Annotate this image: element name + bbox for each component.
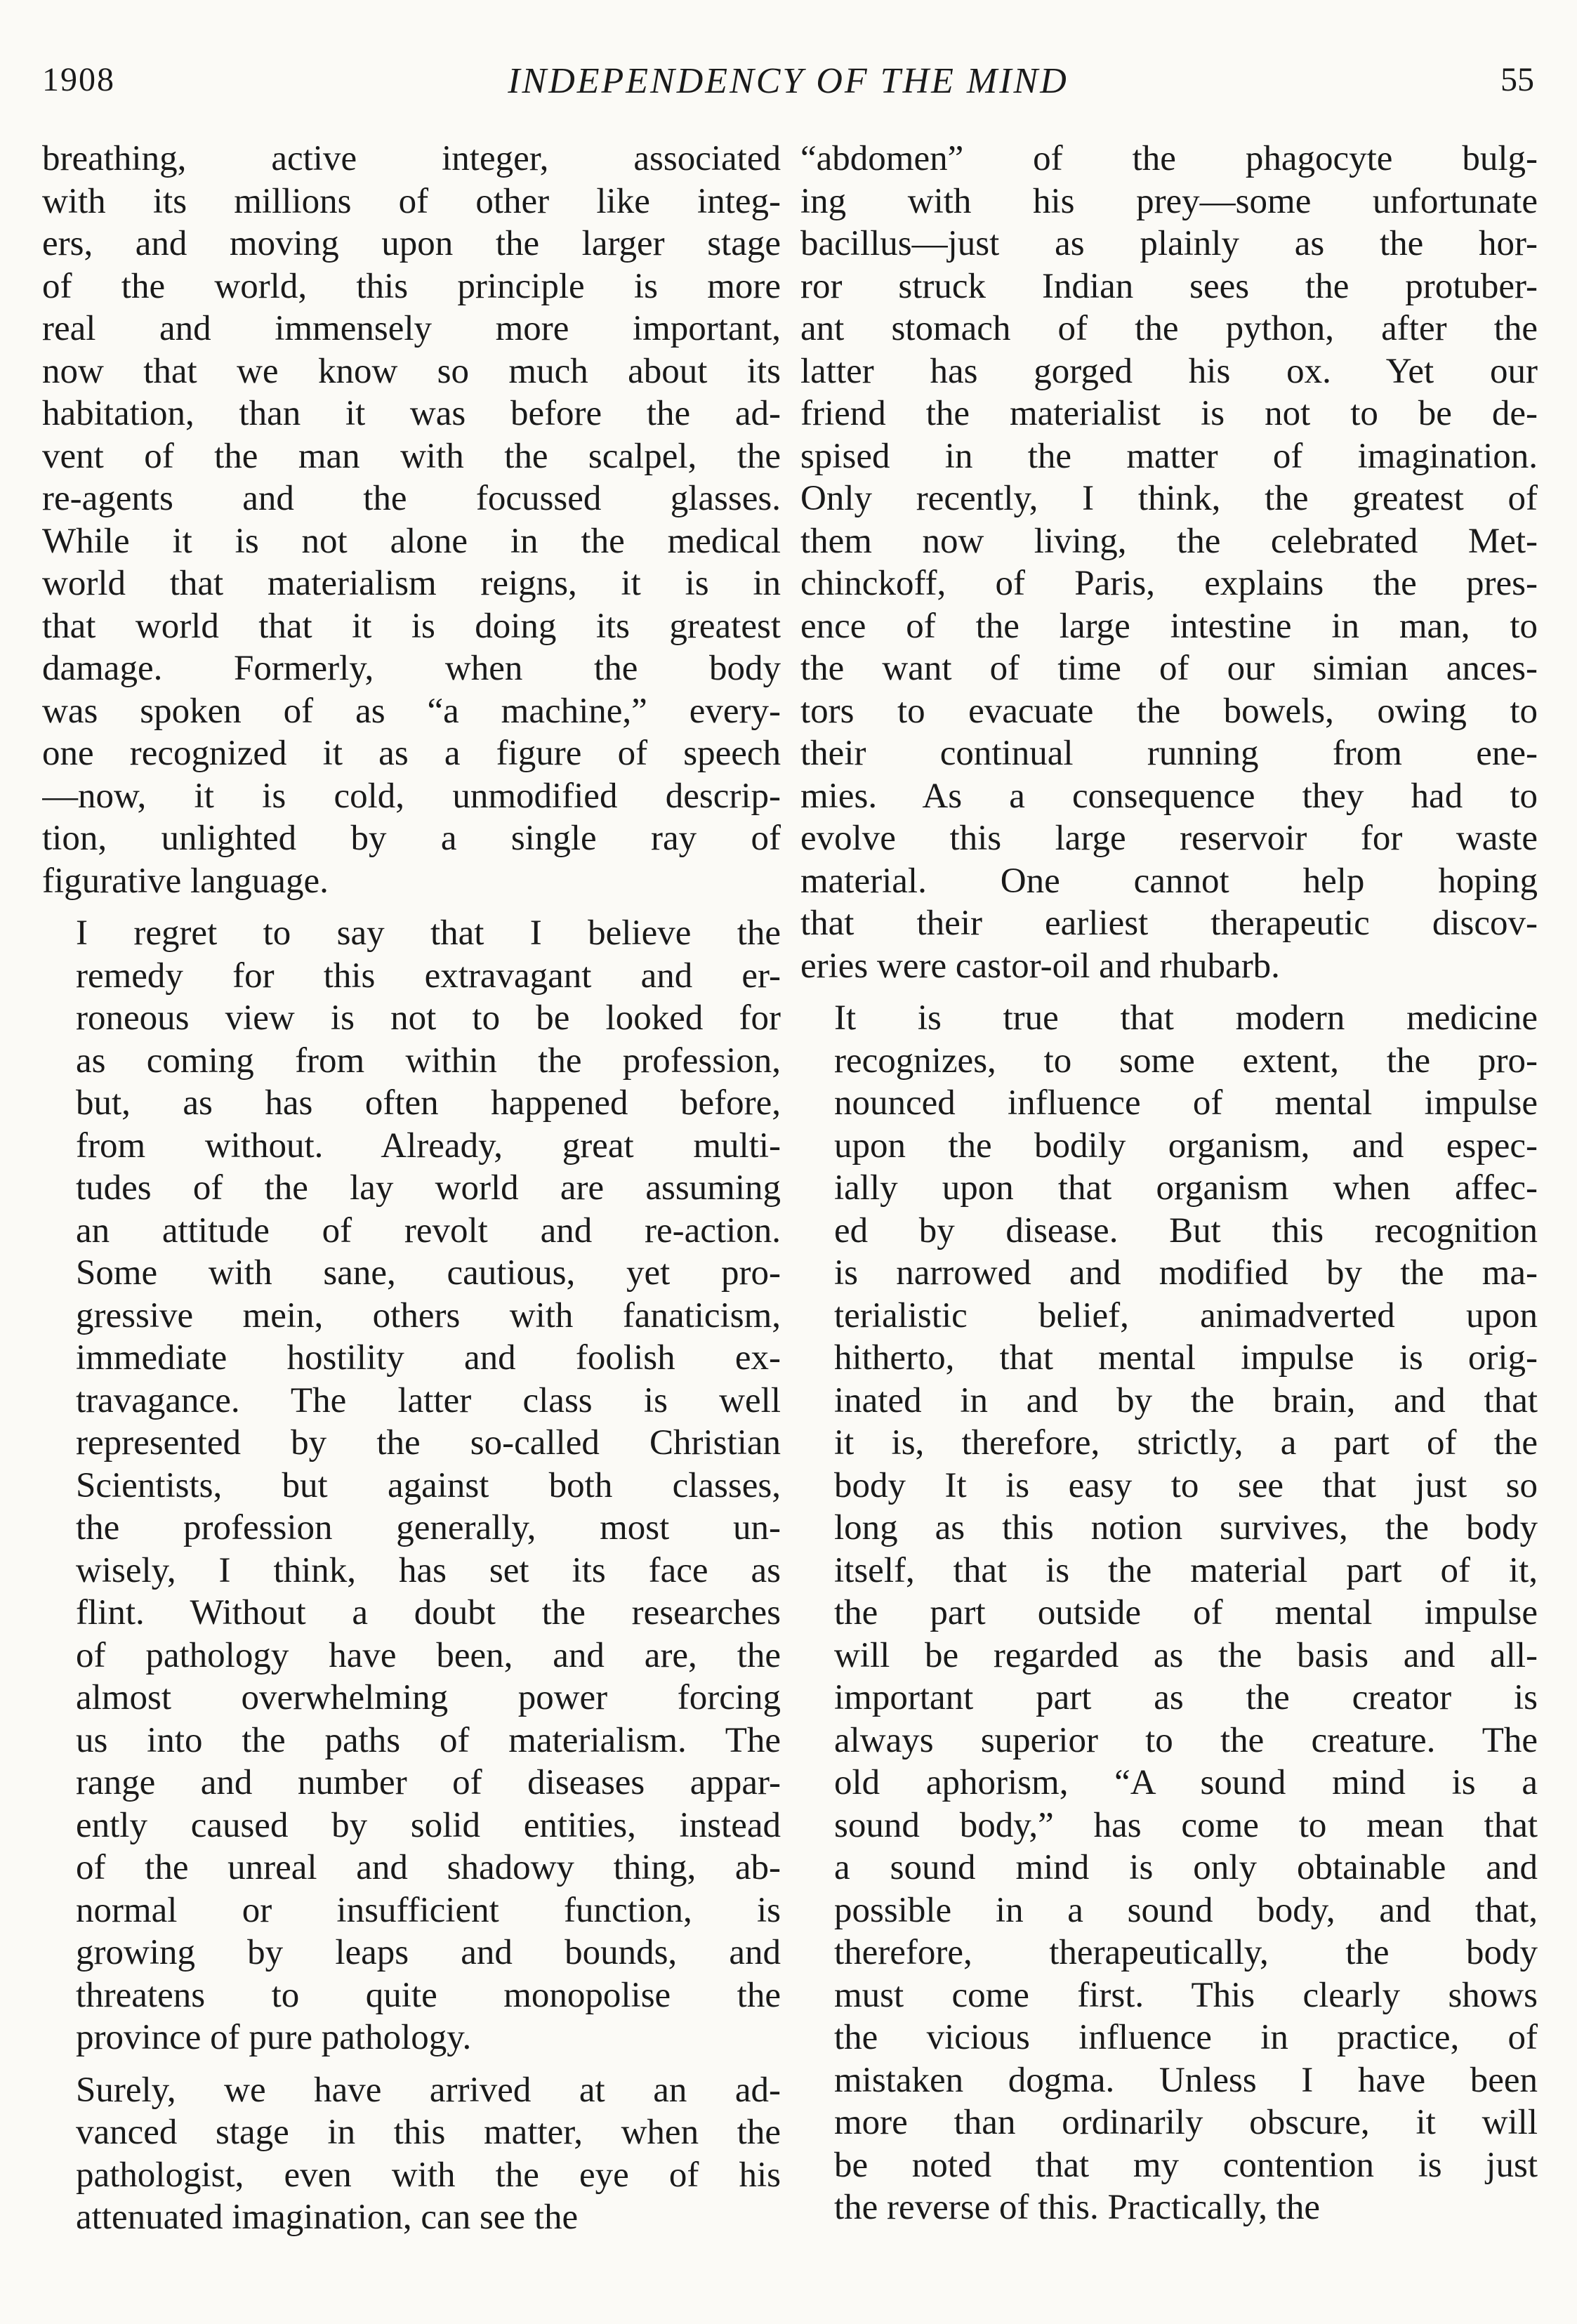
text-line: the profession generally, most un- [76, 1508, 781, 1547]
text-line: threatens to quite monopolise the [76, 1975, 781, 2015]
text-line: but, as has often happened before, [76, 1083, 781, 1123]
text-line: be noted that my contention is just [834, 2145, 1538, 2185]
text-line: a sound mind is only obtainable and [834, 1848, 1538, 1887]
text-line: eries were castor-oil and rhubarb. [800, 946, 1280, 986]
text-line: upon the bodily organism, and espec- [834, 1125, 1538, 1166]
text-line: was spoken of as “a machine,” every- [42, 691, 781, 731]
text-line: body It is easy to see that just so [834, 1465, 1538, 1505]
text-line: always superior to the creature. The [834, 1720, 1538, 1760]
text-line: will be regarded as the basis and all- [834, 1635, 1538, 1675]
text-line: spised in the matter of imagination. [800, 436, 1538, 476]
header-title: INDEPENDENCY OF THE MIND [508, 61, 1069, 101]
text-line: the vicious influence in practice, of [834, 2018, 1538, 2057]
text-line: remedy for this extravagant and er- [76, 956, 781, 996]
text-line: bacillus—just as plainly as the hor- [800, 224, 1538, 263]
right-text-column [800, 138, 1538, 2229]
text-line: ror struck Indian sees the protuber- [800, 266, 1538, 306]
text-line: ially upon that organism when affec- [834, 1168, 1538, 1208]
text-line: terialistic belief, animadverted upon [834, 1295, 1538, 1335]
text-line: Scientists, but against both classes, [76, 1465, 781, 1505]
text-line: tion, unlighted by a single ray of [42, 819, 781, 858]
paragraph [800, 997, 1538, 2229]
header-year: 1908 [42, 61, 115, 98]
text-line: latter has gorged his ox. Yet our [800, 351, 1538, 391]
text-line: real and immensely more important, [42, 309, 781, 348]
text-line: immediate hostility and foolish ex- [76, 1338, 781, 1378]
text-line: ers, and moving upon the larger stage [42, 224, 781, 263]
text-line: roneous view is not to be looked for [76, 998, 781, 1038]
text-line: vent of the man with the scalpel, the [42, 436, 781, 476]
text-line: nounced influence of mental impulse [834, 1083, 1538, 1123]
page-number: 55 [1500, 61, 1534, 98]
text-line: Only recently, I think, the greatest of [800, 479, 1538, 518]
text-line: It is true that modern medicine [834, 998, 1538, 1038]
text-line: friend the materialist is not to be de- [800, 394, 1538, 433]
text-line: their continual running from ene- [800, 734, 1538, 773]
text-line: ence of the large intestine in man, to [800, 606, 1538, 646]
text-line: ently caused by solid entities, instead [76, 1805, 781, 1845]
text-line: us into the paths of materialism. The [76, 1720, 781, 1760]
text-line: tors to evacuate the bowels, owing to [800, 691, 1538, 731]
text-line: them now living, the celebrated Met- [800, 521, 1538, 561]
text-line: of the unreal and shadowy thing, ab- [76, 1848, 781, 1887]
text-line: range and number of diseases appar- [76, 1763, 781, 1802]
text-line: ing with his prey—some unfortunate [800, 181, 1538, 221]
text-line: While it is not alone in the medical [42, 521, 781, 561]
text-line: growing by leaps and bounds, and [76, 1933, 781, 1972]
text-line: the part outside of mental impulse [834, 1593, 1538, 1632]
text-line: it is, therefore, strictly, a part of the [834, 1423, 1538, 1463]
text-line: from without. Already, great multi- [76, 1125, 781, 1166]
text-line: old aphorism, “A sound mind is a [834, 1763, 1538, 1802]
text-line: I regret to say that I believe the [76, 913, 781, 953]
text-line: with its millions of other like integ- [42, 181, 781, 221]
paragraph [42, 2069, 781, 2239]
text-line: almost overwhelming power forcing [76, 1678, 781, 1717]
text-line: mistaken dogma. Unless I have been [834, 2060, 1538, 2100]
text-line: inated in and by the brain, and that [834, 1380, 1538, 1420]
text-line: province of pure pathology. [76, 2018, 472, 2057]
text-line: that their earliest therapeutic discov- [800, 904, 1538, 943]
text-line: Some with sane, cautious, yet pro- [76, 1253, 781, 1293]
text-line: is narrowed and modified by the ma- [834, 1253, 1538, 1293]
paragraph [42, 138, 781, 902]
text-line: recognizes, to some extent, the pro- [834, 1041, 1538, 1081]
paragraph [42, 912, 781, 2059]
text-line: must come first. This clearly shows [834, 1975, 1538, 2015]
text-line: attenuated imagination, can see the [76, 2198, 579, 2237]
text-line: mies. As a consequence they had to [800, 776, 1538, 816]
text-line: that world that it is doing its greatest [42, 606, 781, 646]
text-line: hitherto, that mental impulse is orig- [834, 1338, 1538, 1378]
text-line: itself, that is the material part of it, [834, 1550, 1538, 1590]
text-line: gressive mein, others with fanaticism, [76, 1295, 781, 1335]
text-line: the reverse of this. Practically, the [834, 2188, 1321, 2227]
text-line: world that materialism reigns, it is in [42, 564, 781, 603]
text-line: chinckoff, of Paris, explains the pres- [800, 564, 1538, 603]
text-line: —now, it is cold, unmodified descrip- [42, 776, 781, 816]
text-line: wisely, I think, has set its face as [76, 1550, 781, 1590]
text-line: Surely, we have arrived at an ad- [76, 2070, 781, 2110]
left-text-column [42, 138, 781, 2239]
text-line: tudes of the lay world are assuming [76, 1168, 781, 1208]
text-line: breathing, active integer, associated [42, 139, 781, 178]
text-line: now that we know so much about its [42, 351, 781, 391]
text-line: damage. Formerly, when the body [42, 649, 781, 688]
text-line: important part as the creator is [834, 1678, 1538, 1717]
text-line: figurative language. [42, 861, 329, 901]
text-line: flint. Without a doubt the researches [76, 1593, 781, 1632]
text-line: evolve this large reservoir for waste [800, 819, 1538, 858]
text-line: material. One cannot help hoping [800, 861, 1538, 901]
text-line: vanced stage in this matter, when the [76, 2113, 781, 2152]
text-line: sound body,” has come to mean that [834, 1805, 1538, 1845]
text-line: the want of time of our simian ances- [800, 649, 1538, 688]
text-line: therefore, therapeutically, the body [834, 1933, 1538, 1972]
text-line: of pathology have been, and are, the [76, 1635, 781, 1675]
text-line: normal or insufficient function, is [76, 1890, 781, 1930]
text-line: represented by the so-called Christian [76, 1423, 781, 1463]
paragraph [800, 138, 1538, 987]
text-line: travagance. The latter class is well [76, 1380, 781, 1420]
text-line: an attitude of revolt and re-action. [76, 1210, 781, 1250]
text-line: of the world, this principle is more [42, 266, 781, 306]
text-line: ed by disease. But this recognition [834, 1210, 1538, 1250]
text-line: long as this notion survives, the body [834, 1508, 1538, 1547]
text-line: as coming from within the profession, [76, 1041, 781, 1081]
text-line: ant stomach of the python, after the [800, 309, 1538, 348]
running-header [42, 60, 1534, 117]
text-line: possible in a sound body, and that, [834, 1890, 1538, 1930]
text-line: pathologist, even with the eye of his [76, 2155, 781, 2195]
text-line: re-agents and the focussed glasses. [42, 479, 781, 518]
text-line: “abdomen” of the phagocyte bulg- [800, 139, 1538, 178]
text-line: one recognized it as a figure of speech [42, 734, 781, 773]
text-line: more than ordinarily obscure, it will [834, 2103, 1538, 2142]
text-line: habitation, than it was before the ad- [42, 394, 781, 433]
